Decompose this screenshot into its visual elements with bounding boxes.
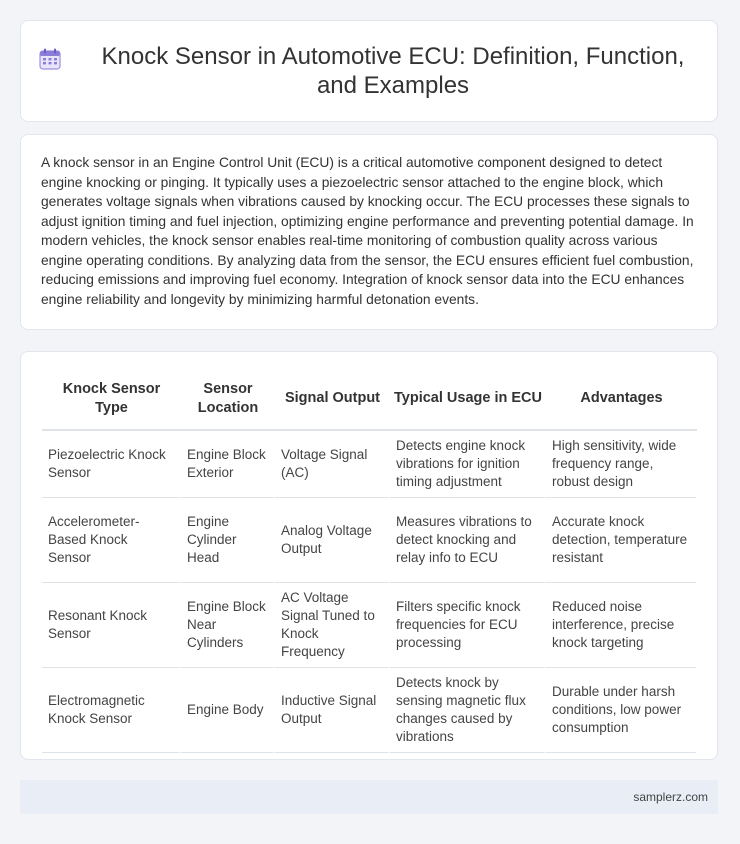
intro-paragraph: A knock sensor in an Engine Control Unit (ECU) is a critical automotive component designed to detect engine knocking or pinging. It typically uses a piezoelectric sensor attached to the engine block, which generates voltage signals when vibrations caused by knocking occur. The ECU processes these signals to adjust ignition timing and fuel injection, optimizing engine performance and preventing potential damage. In modern vehicles, the knock sensor enables real-time monitoring of combustion quality across various engine operating conditions. By analyzing data from the sensor, the ECU ensures efficient fuel combustion, reducing emissions and improving fuel economy. Integration of knock sensor data into the ECU enhances engine reliability and longevity by minimizing harmful detonation events. bbox=[41, 155, 694, 307]
table-cell: Piezoelectric Knock Sensor bbox=[42, 431, 181, 498]
footer bbox=[20, 780, 718, 814]
footer-site-link[interactable]: samplerz.com bbox=[633, 790, 708, 804]
table-header-row bbox=[42, 368, 697, 431]
table-row bbox=[42, 668, 697, 753]
table-cell: Electromagnetic Knock Sensor bbox=[42, 668, 181, 753]
table-cell: Inductive Signal Output bbox=[275, 668, 390, 753]
column-header: Signal Output bbox=[275, 368, 390, 431]
intro-card bbox=[20, 134, 718, 330]
table-cell: Accurate knock detection, temperature resistant bbox=[546, 498, 697, 583]
column-header: Typical Usage in ECU bbox=[390, 368, 546, 431]
table-cell: Resonant Knock Sensor bbox=[42, 583, 181, 668]
table-cell: Engine Block Exterior bbox=[181, 431, 275, 498]
table-cell: Voltage Signal (AC) bbox=[275, 431, 390, 498]
table-cell: Measures vibrations to detect knocking and relay info to ECU bbox=[390, 498, 546, 583]
table-cell: Engine Body bbox=[181, 668, 275, 753]
sensor-table bbox=[42, 368, 697, 753]
table-row bbox=[42, 583, 697, 668]
column-header: Advantages bbox=[546, 368, 697, 431]
table-cell: Accelerometer-Based Knock Sensor bbox=[42, 498, 181, 583]
table-row bbox=[42, 431, 697, 498]
column-header: Knock Sensor Type bbox=[42, 368, 181, 431]
column-header: Sensor Location bbox=[181, 368, 275, 431]
table-card bbox=[20, 351, 718, 760]
page-title: Knock Sensor in Automotive ECU: Definition, Function, and Examples bbox=[101, 43, 685, 99]
table-cell: Engine Block Near Cylinders bbox=[181, 583, 275, 668]
table-cell: Engine Cylinder Head bbox=[181, 498, 275, 583]
table-cell: High sensitivity, wide frequency range, robust design bbox=[546, 431, 697, 498]
title-card bbox=[20, 20, 718, 122]
table-cell: Analog Voltage Output bbox=[275, 498, 390, 583]
table-row bbox=[42, 498, 697, 583]
table-cell: Detects engine knock vibrations for ignition timing adjustment bbox=[390, 431, 546, 498]
table-cell: Detects knock by sensing magnetic flux changes caused by vibrations bbox=[390, 668, 546, 753]
table-cell: Reduced noise interference, precise knock targeting bbox=[546, 583, 697, 668]
title-wrap bbox=[39, 42, 699, 100]
table-cell: AC Voltage Signal Tuned to Knock Frequency bbox=[275, 583, 390, 668]
calendar-icon bbox=[39, 48, 61, 70]
table-cell: Durable under harsh conditions, low power consumption bbox=[546, 668, 697, 753]
table-cell: Filters specific knock frequencies for ECU processing bbox=[390, 583, 546, 668]
